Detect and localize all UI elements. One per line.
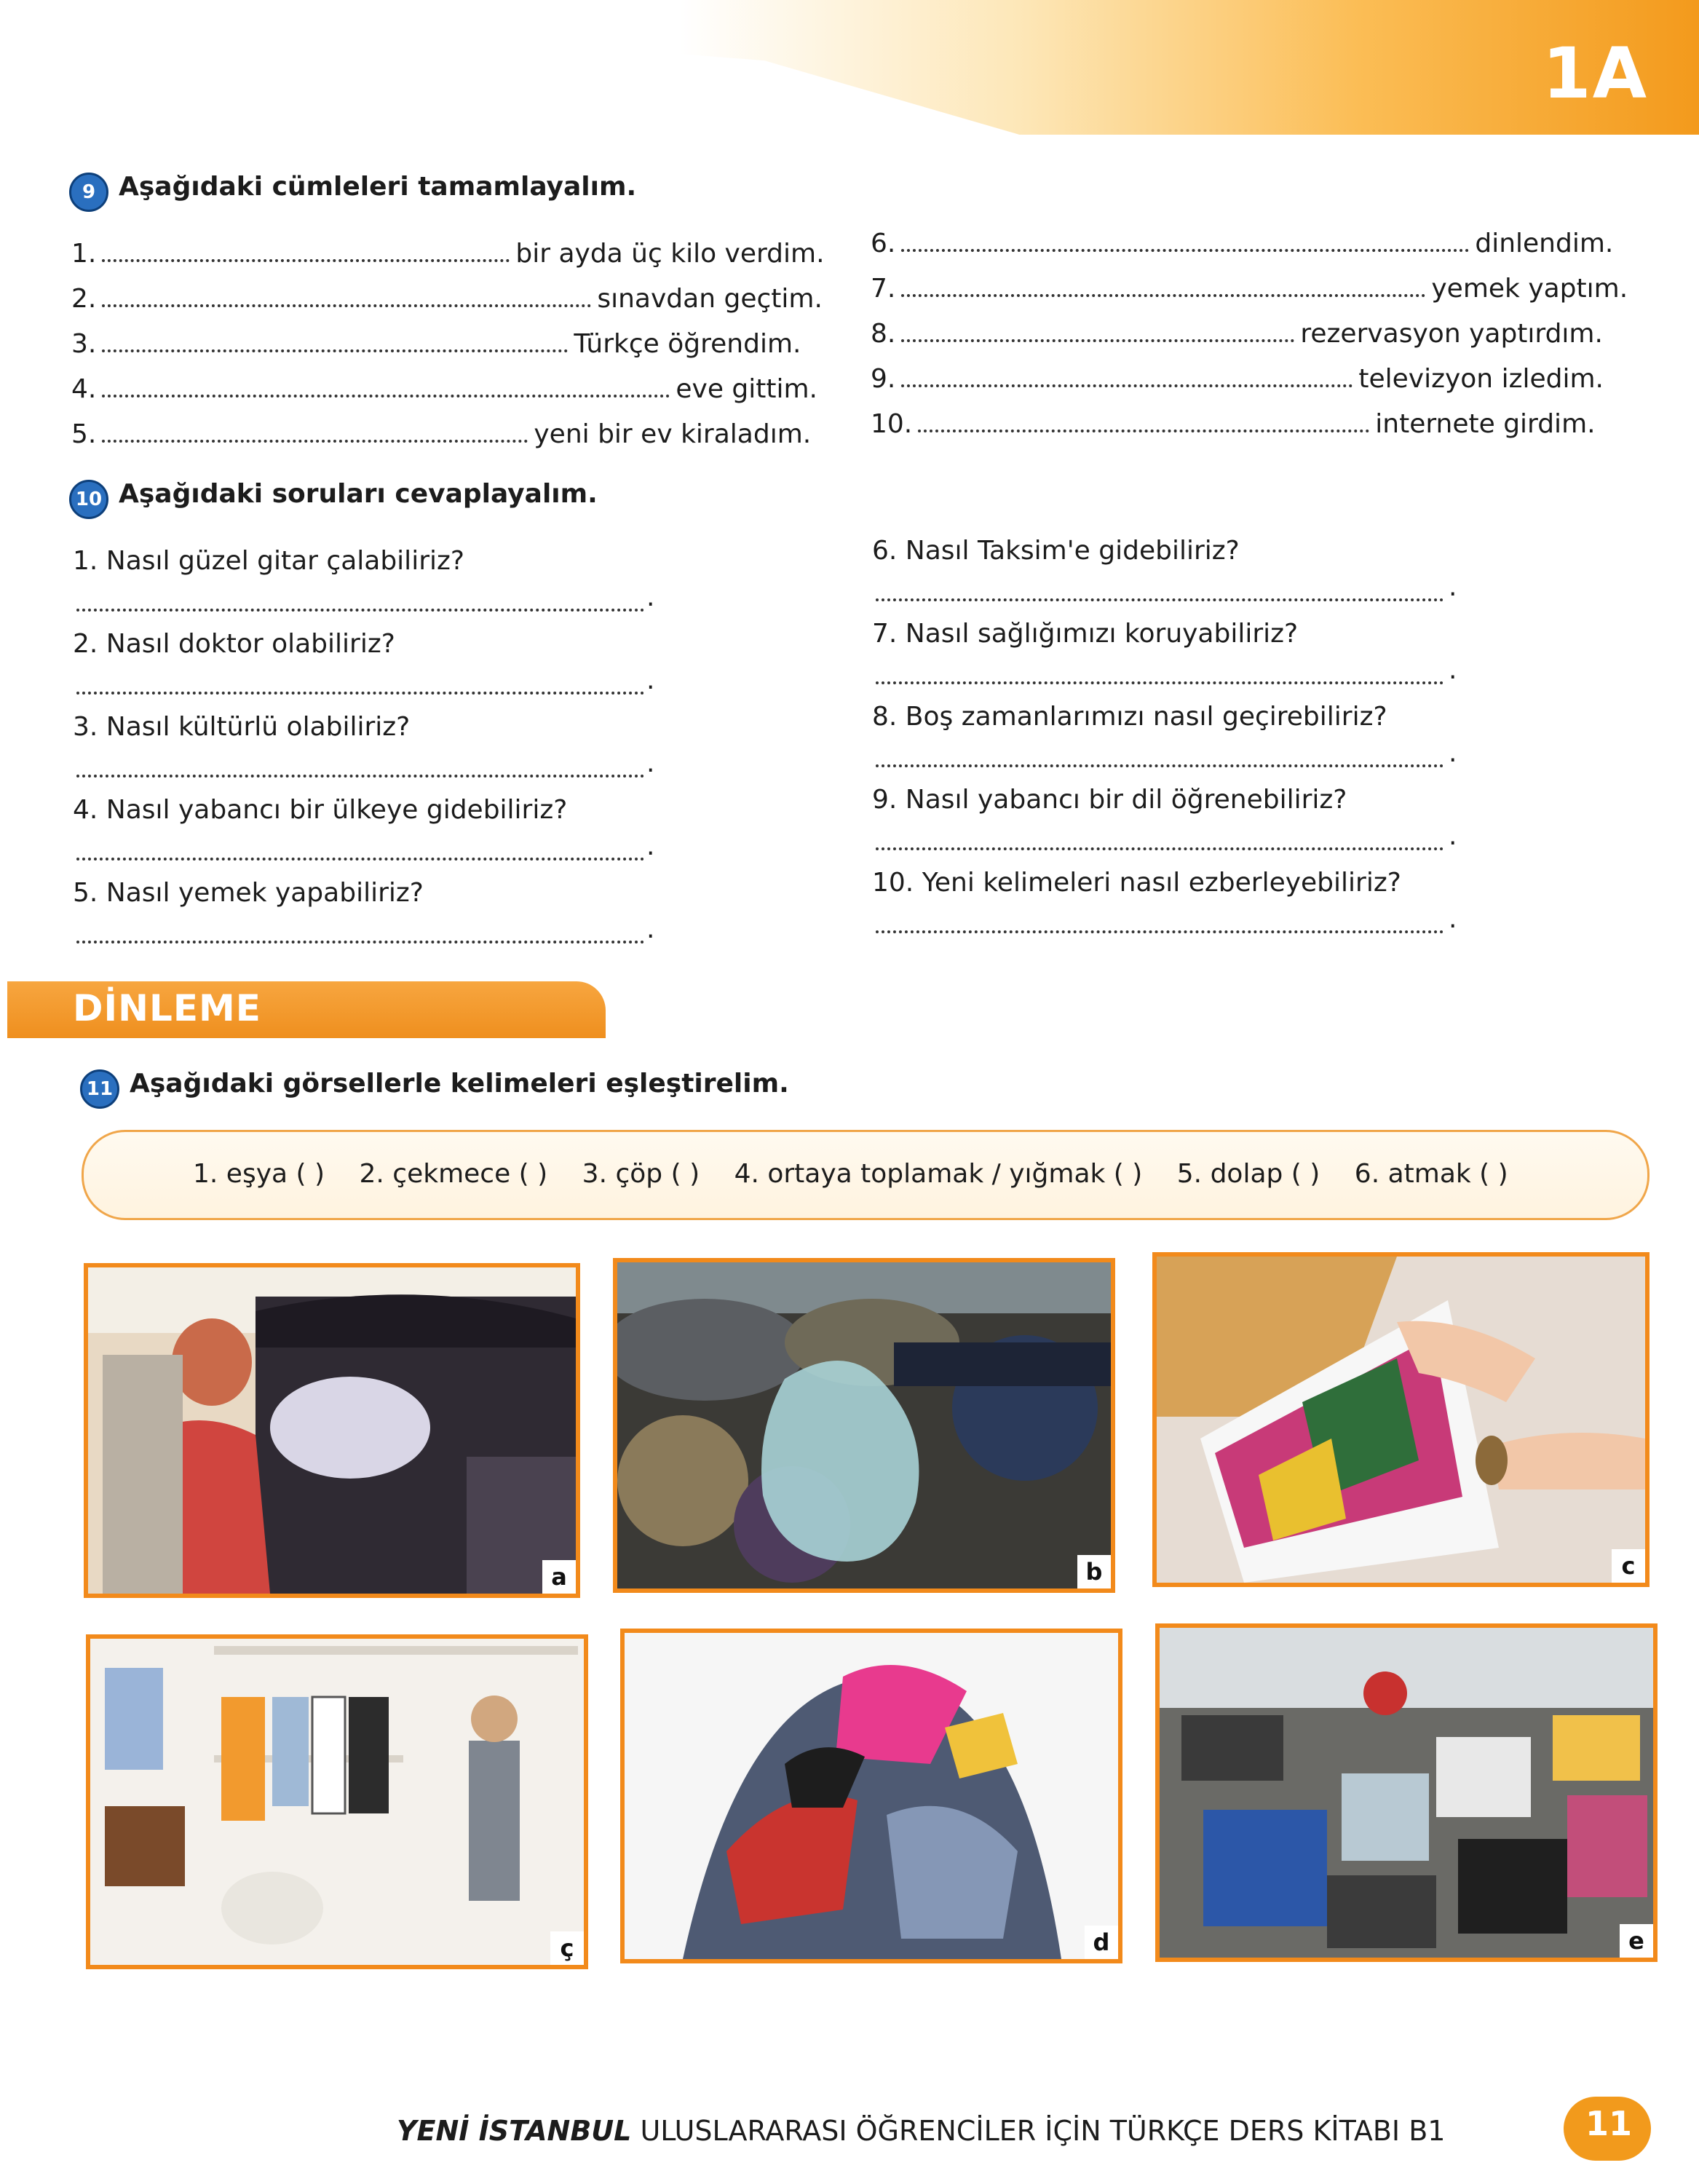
answer-line[interactable] — [876, 596, 1443, 601]
answer-period: . — [1449, 572, 1457, 602]
answer-line[interactable] — [876, 761, 1443, 767]
answer-line[interactable] — [76, 689, 644, 695]
question-text: 4. Nasıl yabancı bir ülkeye gidebiliriz? — [73, 795, 568, 825]
answer-line[interactable] — [76, 772, 644, 778]
item-number: 1. — [71, 239, 97, 269]
answer-period: . — [646, 748, 655, 778]
item-number: 7. — [871, 274, 896, 304]
photo-e-illustration — [1160, 1628, 1653, 1958]
completion-item — [871, 409, 1596, 439]
photo-c-illustration — [1157, 1257, 1645, 1583]
item-number: 2. — [71, 284, 97, 314]
footer-title: ULUSLARARASI ÖĞRENCİLER İÇİN TÜRKÇE DERS KİTABI B1 — [631, 2115, 1446, 2147]
exercise-11-heading — [80, 1069, 789, 1109]
photo-letter: a — [542, 1560, 576, 1594]
blank-line[interactable] — [901, 233, 1469, 252]
answer-period: . — [646, 665, 655, 695]
word-item[interactable]: 2. çekmece ( ) — [359, 1159, 548, 1189]
exercise-instruction: Aşağıdaki cümleleri tamamlayalım. — [119, 172, 637, 202]
answer-period: . — [646, 914, 655, 944]
answer-line[interactable] — [76, 855, 644, 860]
footer-brand: YENİ İSTANBUL — [397, 2115, 632, 2147]
exercise-instruction: Aşağıdaki soruları cevaplayalım. — [119, 479, 598, 509]
completion-item — [71, 284, 823, 314]
photo-b-garbage-bag[interactable] — [613, 1258, 1115, 1593]
answer-line[interactable] — [76, 938, 644, 943]
answer-period: . — [1449, 821, 1457, 851]
photo-d-clothes-pile[interactable] — [620, 1629, 1122, 1963]
exercise-9-heading — [69, 172, 636, 212]
question-text: 2. Nasıl doktor olabiliriz? — [73, 629, 395, 659]
section-title: DİNLEME — [73, 987, 261, 1029]
completion-item — [871, 274, 1628, 304]
photo-c-drawer[interactable] — [1152, 1252, 1650, 1587]
question-text: 3. Nasıl kültürlü olabiliriz? — [73, 712, 411, 742]
item-text: internete girdim. — [1375, 409, 1596, 439]
photo-a-illustration — [88, 1267, 576, 1594]
exercise-number-badge: 11 — [80, 1069, 119, 1109]
item-text: sınavdan geçtim. — [597, 284, 823, 314]
blank-line[interactable] — [918, 414, 1369, 432]
unit-label: 1A — [1542, 33, 1648, 114]
item-text: rezervasyon yaptırdım. — [1300, 319, 1603, 349]
question-text: 7. Nasıl sağlığımızı koruyabiliriz? — [872, 619, 1299, 649]
item-text: bir ayda üç kilo verdim. — [515, 239, 825, 269]
answer-period: . — [1449, 738, 1457, 768]
photo-e-clutter[interactable] — [1155, 1623, 1658, 1962]
question-text: 6. Nasıl Taksim'e gidebiliriz? — [872, 536, 1240, 566]
item-number: 9. — [871, 364, 896, 394]
item-number: 10. — [871, 409, 913, 439]
page-number: 11 — [1585, 2104, 1633, 2143]
exercise-instruction: Aşağıdaki görsellerle kelimeleri eşleştirelim. — [130, 1069, 789, 1099]
footer-text — [397, 2115, 1445, 2147]
item-number: 4. — [71, 374, 97, 404]
completion-item — [871, 364, 1604, 394]
item-number: 6. — [871, 229, 896, 258]
answer-period: . — [1449, 904, 1457, 934]
answer-line[interactable] — [76, 606, 644, 612]
completion-item — [71, 239, 825, 269]
photo-letter: c — [1612, 1549, 1645, 1583]
word-bank-row — [193, 1159, 1534, 1189]
question-text: 9. Nasıl yabancı bir dil öğrenebiliriz? — [872, 785, 1347, 815]
photo-ç-closet[interactable] — [86, 1634, 588, 1969]
answer-period: . — [1449, 655, 1457, 685]
question-text: 1. Nasıl güzel gitar çalabiliriz? — [73, 546, 464, 576]
blank-line[interactable] — [102, 379, 670, 397]
photo-letter: d — [1085, 1926, 1118, 1959]
completion-item — [871, 319, 1603, 349]
item-number: 8. — [871, 319, 896, 349]
completion-item — [71, 329, 801, 359]
item-text: yeni bir ev kiraladım. — [534, 419, 812, 449]
word-item[interactable]: 1. eşya ( ) — [193, 1159, 325, 1189]
word-item[interactable]: 5. dolap ( ) — [1176, 1159, 1320, 1189]
question-text: 8. Boş zamanlarımızı nasıl geçirebiliriz? — [872, 702, 1387, 732]
word-item[interactable]: 4. ortaya toplamak / yığmak ( ) — [734, 1159, 1143, 1189]
exercise-10-heading — [69, 479, 598, 519]
photo-letter: b — [1077, 1555, 1111, 1588]
item-text: Türkçe öğrendim. — [574, 329, 801, 359]
item-text: eve gittim. — [676, 374, 818, 404]
question-text: 5. Nasıl yemek yapabiliriz? — [73, 878, 424, 908]
photo-a-trash-bin[interactable] — [84, 1263, 580, 1598]
answer-period: . — [646, 831, 655, 861]
answer-line[interactable] — [876, 844, 1443, 850]
blank-line[interactable] — [901, 278, 1425, 297]
photo-letter: e — [1620, 1924, 1653, 1958]
word-item[interactable]: 6. atmak ( ) — [1354, 1159, 1508, 1189]
exercise-number-badge: 10 — [69, 480, 108, 519]
blank-line[interactable] — [102, 243, 510, 262]
completion-item — [71, 374, 817, 404]
photo-letter: ç — [550, 1931, 584, 1965]
answer-period: . — [646, 582, 655, 612]
header-band — [0, 0, 1699, 135]
item-number: 3. — [71, 329, 97, 359]
word-item[interactable]: 3. çöp ( ) — [582, 1159, 700, 1189]
blank-line[interactable] — [102, 288, 591, 307]
blank-line[interactable] — [901, 323, 1294, 342]
exercise-number-badge: 9 — [69, 173, 108, 212]
completion-item — [871, 229, 1613, 258]
blank-line[interactable] — [102, 333, 568, 352]
answer-line[interactable] — [876, 678, 1443, 684]
photo-b-illustration — [617, 1262, 1111, 1588]
item-text: dinlendim. — [1475, 229, 1614, 258]
item-number: 5. — [71, 419, 97, 449]
photo-d-illustration — [625, 1633, 1118, 1959]
blank-line[interactable] — [102, 424, 528, 443]
item-text: yemek yaptım. — [1431, 274, 1628, 304]
completion-item — [71, 419, 811, 449]
blank-line[interactable] — [901, 368, 1353, 387]
photo-ç-illustration — [90, 1639, 584, 1965]
answer-line[interactable] — [876, 927, 1443, 933]
item-text: televizyon izledim. — [1358, 364, 1604, 394]
question-text: 10. Yeni kelimeleri nasıl ezberleyebiliriz? — [872, 868, 1401, 898]
